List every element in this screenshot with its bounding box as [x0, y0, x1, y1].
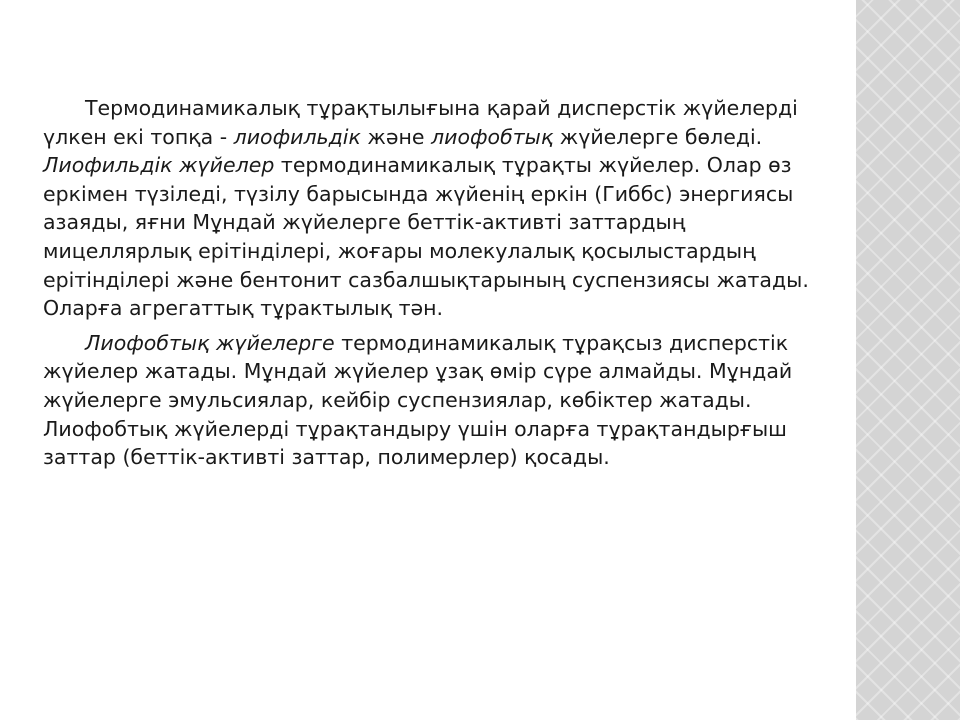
- slide-body: [43, 94, 813, 478]
- term-lyophobic: лиофобтық: [431, 124, 554, 149]
- term-lyophilic-systems: Лиофильдік жүйелер: [43, 153, 275, 178]
- text-run: термодинамикалық тұрақсыз дисперстік жүйелер жатады. Мұндай жүйелер ұзақ өмір сүре алмайды. Мұндай жүйелерге эмульсиялар, кейбір суспензиялар, көбіктер жатады. Лиофобтық жүйелерді тұрақтандыру үшін оларға тұрақтандырғыш заттар (беттік-активті заттар, полимерлер) қосады.: [43, 330, 793, 470]
- text-run: термодинамикалық тұрақты жүйелер. Олар өз еркімен түзіледі, түзілу барысында жүйенің еркін (Гиббс) энергиясы азаяды, яғни Мұндай жүйелерге беттік-активті заттардың мицеллярлық ерітінділері, жоғары молекулалық қосылыстардың ерітінділері және бентонит сазбалшықтарының суспензиясы жатады. Оларға агрегаттық тұрактылық тән.: [43, 153, 809, 321]
- term-lyophobic-systems: Лиофобтық жүйелерге: [85, 330, 335, 355]
- decorative-side-pattern: [856, 0, 960, 720]
- paragraph-lyophilic: [43, 94, 813, 323]
- paragraph-lyophobic: [43, 329, 813, 472]
- text-run: жүйелерге бөледі.: [553, 124, 763, 149]
- text-run: және: [360, 124, 432, 149]
- text-run: Термодинамикалық тұрақтылығына қарай дисперстік жүйелерді үлкен екі топқа -: [43, 96, 798, 149]
- term-lyophilic: лиофильдік: [233, 124, 361, 149]
